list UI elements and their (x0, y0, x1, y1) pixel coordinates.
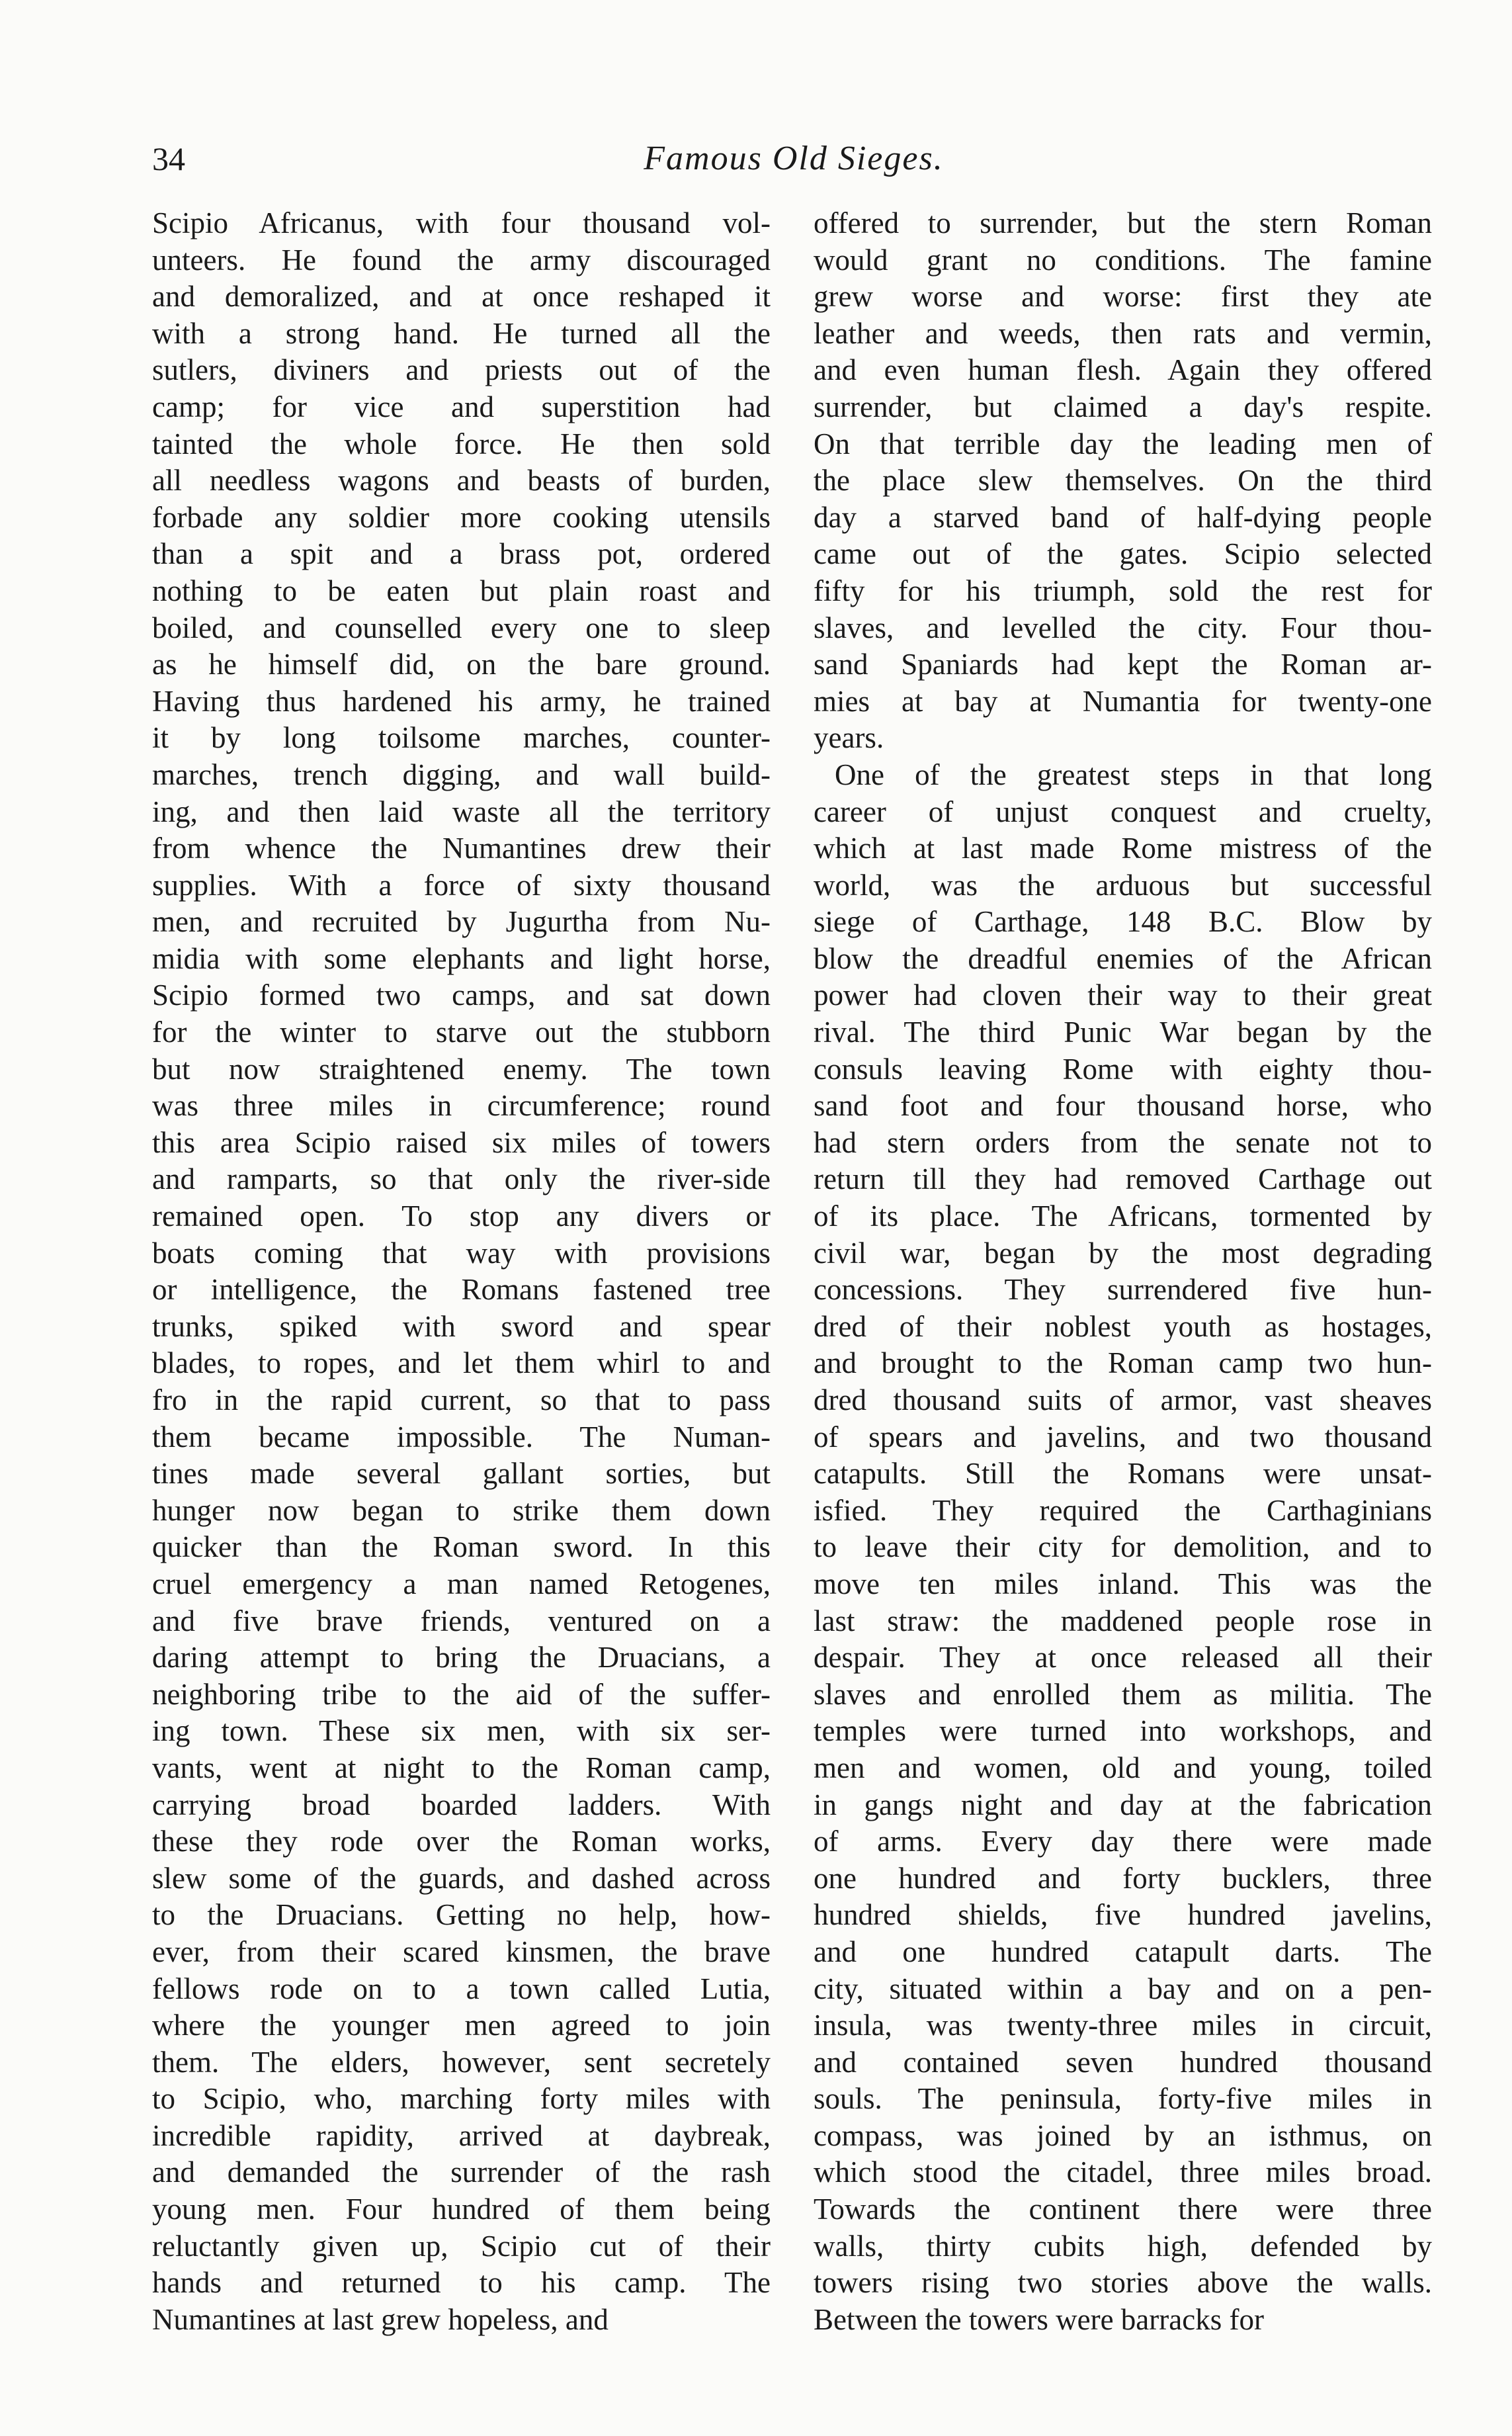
text-line: but now straightened enemy. The town (152, 1052, 771, 1086)
text-line: nothing to be eaten but plain roast and (152, 574, 771, 607)
text-line: leather and weeds, then rats and vermin, (814, 316, 1432, 350)
text-line: tainted the whole force. He then sold (152, 427, 771, 460)
text-line: fro in the rapid current, so that to pass (152, 1383, 771, 1416)
text-line: midia with some elephants and light horse, (152, 941, 771, 975)
text-line: day a starved band of half-dying people (814, 500, 1432, 534)
text-line: temples were turned into workshops, and (814, 1714, 1432, 1748)
text-line: souls. The peninsula, forty-five miles in (814, 2082, 1432, 2116)
text-line: catapults. Still the Romans were unsat- (814, 1457, 1432, 1491)
text-line: Towards the continent there were three (814, 2193, 1432, 2226)
text-line: consuls leaving Rome with eighty thou- (814, 1052, 1432, 1086)
text-line: blow the dreadful enemies of the African (814, 941, 1432, 975)
text-line: towers rising two stories above the walls. (814, 2266, 1432, 2300)
text-line: dred thousand suits of armor, vast sheaves (814, 1383, 1432, 1416)
text-line: One of the greatest steps in that long (835, 758, 1432, 791)
text-line: mies at bay at Numantia for twenty-one (814, 684, 1432, 718)
text-line: them became impossible. The Numan- (152, 1420, 771, 1454)
text-line: and one hundred catapult darts. The (814, 1935, 1432, 1968)
text-line: power had cloven their way to their great (814, 979, 1432, 1012)
text-line: insula, was twenty-three miles in circuit, (814, 2009, 1432, 2042)
text-line: hands and returned to his camp. The (152, 2266, 771, 2300)
page-header (152, 132, 1435, 185)
text-line: surrender, but claimed a day's respite. (814, 390, 1432, 423)
text-line: or intelligence, the Romans fastened tree (152, 1273, 771, 1307)
text-line: offered to surrender, but the stern Roman (814, 206, 1432, 239)
text-line: which at last made Rome mistress of the (814, 832, 1432, 865)
text-line: ing town. These six men, with six ser- (152, 1714, 771, 1748)
text-line: On that terrible day the leading men of (814, 427, 1432, 460)
text-line: neighboring tribe to the aid of the suffer- (152, 1677, 771, 1711)
text-line: and contained seven hundred thousand (814, 2045, 1432, 2079)
text-line: reluctantly given up, Scipio cut of their (152, 2229, 771, 2263)
running-title: Famous Old Sieges. (644, 140, 944, 177)
text-line: than a spit and a brass pot, ordered (152, 537, 771, 571)
text-line: men, and recruited by Jugurtha from Nu- (152, 905, 771, 939)
text-line: the place slew themselves. On the third (814, 464, 1432, 498)
text-line: years. (814, 721, 884, 755)
text-line: rival. The third Punic War began by the (814, 1016, 1432, 1049)
text-line: slaves and enrolled them as militia. The (814, 1677, 1432, 1711)
text-line: this area Scipio raised six miles of towers (152, 1125, 771, 1159)
text-line: which stood the citadel, three miles broad. (814, 2155, 1432, 2189)
page-number: 34 (152, 140, 185, 177)
text-line: to leave their city for demolition, and to (814, 1530, 1432, 1564)
text-line: to the Druacians. Getting no help, how- (152, 1898, 771, 1932)
text-line: siege of Carthage, 148 B.C. Blow by (814, 905, 1432, 939)
text-line: and brought to the Roman camp two hun- (814, 1346, 1432, 1380)
text-line: Having thus hardened his army, he trained (152, 684, 771, 718)
text-line: grew worse and worse: first they ate (814, 280, 1432, 314)
text-line: and demanded the surrender of the rash (152, 2155, 771, 2189)
text-line: forbade any soldier more cooking utensils (152, 500, 771, 534)
text-line: sutlers, diviners and priests out of the (152, 353, 771, 387)
text-line: slaves, and levelled the city. Four thou- (814, 611, 1432, 644)
text-line: walls, thirty cubits high, defended by (814, 2229, 1432, 2263)
text-line: isfied. They required the Carthaginians (814, 1493, 1432, 1527)
text-line: for the winter to starve out the stubborn (152, 1016, 771, 1049)
text-line: supplies. With a force of sixty thousand (152, 868, 771, 902)
text-line: and even human flesh. Again they offered (814, 353, 1432, 387)
text-line: of spears and javelins, and two thousand (814, 1420, 1432, 1454)
text-line: career of unjust conquest and cruelty, (814, 795, 1432, 828)
text-line: trunks, spiked with sword and spear (152, 1309, 771, 1343)
text-line: was three miles in circumference; round (152, 1089, 771, 1123)
text-line: them. The elders, however, sent secretely (152, 2045, 771, 2079)
text-line: daring attempt to bring the Druacians, a (152, 1641, 771, 1675)
text-line: as he himself did, on the bare ground. (152, 648, 771, 681)
text-line: cruel emergency a man named Retogenes, (152, 1567, 771, 1600)
text-line: dred of their noblest youth as hostages, (814, 1309, 1432, 1343)
left-text-column (152, 205, 771, 2338)
text-line: civil war, began by the most degrading (814, 1236, 1432, 1270)
text-line: came out of the gates. Scipio selected (814, 537, 1432, 571)
text-line: ever, from their scared kinsmen, the brave (152, 1935, 771, 1968)
text-line: in gangs night and day at the fabrication (814, 1788, 1432, 1821)
text-line: world, was the arduous but successful (814, 868, 1432, 902)
text-line: Numantines at last grew hopeless, and (152, 2302, 609, 2336)
text-line: and ramparts, so that only the river-side (152, 1162, 771, 1196)
text-line: sand foot and four thousand horse, who (814, 1089, 1432, 1123)
text-line: fellows rode on to a town called Lutia, (152, 1972, 771, 2005)
text-line: carrying broad boarded ladders. With (152, 1788, 771, 1821)
text-line: men and women, old and young, toiled (814, 1751, 1432, 1784)
text-line: of arms. Every day there were made (814, 1825, 1432, 1858)
text-line: it by long toilsome marches, counter- (152, 721, 771, 755)
text-line: tines made several gallant sorties, but (152, 1457, 771, 1491)
text-line: sand Spaniards had kept the Roman ar- (814, 648, 1432, 681)
text-line: despair. They at once released all their (814, 1641, 1432, 1675)
text-line: fifty for his triumph, sold the rest for (814, 574, 1432, 607)
text-line: from whence the Numantines drew their (152, 832, 771, 865)
text-line: ing, and then laid waste all the territory (152, 795, 771, 828)
text-line: quicker than the Roman sword. In this (152, 1530, 771, 1564)
text-line: hundred shields, five hundred javelins, (814, 1898, 1432, 1932)
right-text-column (814, 205, 1432, 2338)
text-line: unteers. He found the army discouraged (152, 243, 771, 277)
text-line: would grant no conditions. The famine (814, 243, 1432, 277)
text-line: slew some of the guards, and dashed across (152, 1861, 771, 1895)
text-line: hunger now began to strike them down (152, 1493, 771, 1527)
text-line: move ten miles inland. This was the (814, 1567, 1432, 1600)
text-line: and five brave friends, ventured on a (152, 1604, 771, 1637)
text-line: return till they had removed Carthage out (814, 1162, 1432, 1196)
text-line: city, situated within a bay and on a pen- (814, 1972, 1432, 2005)
text-line: Between the towers were barracks for (814, 2302, 1264, 2336)
text-line: and demoralized, and at once reshaped it (152, 280, 771, 314)
text-line: boiled, and counselled every one to sleep (152, 611, 771, 644)
text-line: compass, was joined by an isthmus, on (814, 2118, 1432, 2152)
text-line: one hundred and forty bucklers, three (814, 1861, 1432, 1895)
text-line: where the younger men agreed to join (152, 2009, 771, 2042)
text-line: camp; for vice and superstition had (152, 390, 771, 423)
text-line: vants, went at night to the Roman camp, (152, 1751, 771, 1784)
text-line: blades, to ropes, and let them whirl to and (152, 1346, 771, 1380)
text-line: to Scipio, who, marching forty miles with (152, 2082, 771, 2116)
text-line: last straw: the maddened people rose in (814, 1604, 1432, 1637)
text-line: with a strong hand. He turned all the (152, 316, 771, 350)
text-line: of its place. The Africans, tormented by (814, 1199, 1432, 1233)
text-line: boats coming that way with provisions (152, 1236, 771, 1270)
text-line: these they rode over the Roman works, (152, 1825, 771, 1858)
text-line: young men. Four hundred of them being (152, 2193, 771, 2226)
text-line: remained open. To stop any divers or (152, 1199, 771, 1233)
text-line: marches, trench digging, and wall build- (152, 758, 771, 791)
text-line: concessions. They surrendered five hun- (814, 1273, 1432, 1307)
text-line: Scipio Africanus, with four thousand vol- (152, 206, 771, 239)
text-line: all needless wagons and beasts of burden, (152, 464, 771, 498)
text-line: incredible rapidity, arrived at daybreak, (152, 2118, 771, 2152)
text-line: Scipio formed two camps, and sat down (152, 979, 771, 1012)
text-line: had stern orders from the senate not to (814, 1125, 1432, 1159)
